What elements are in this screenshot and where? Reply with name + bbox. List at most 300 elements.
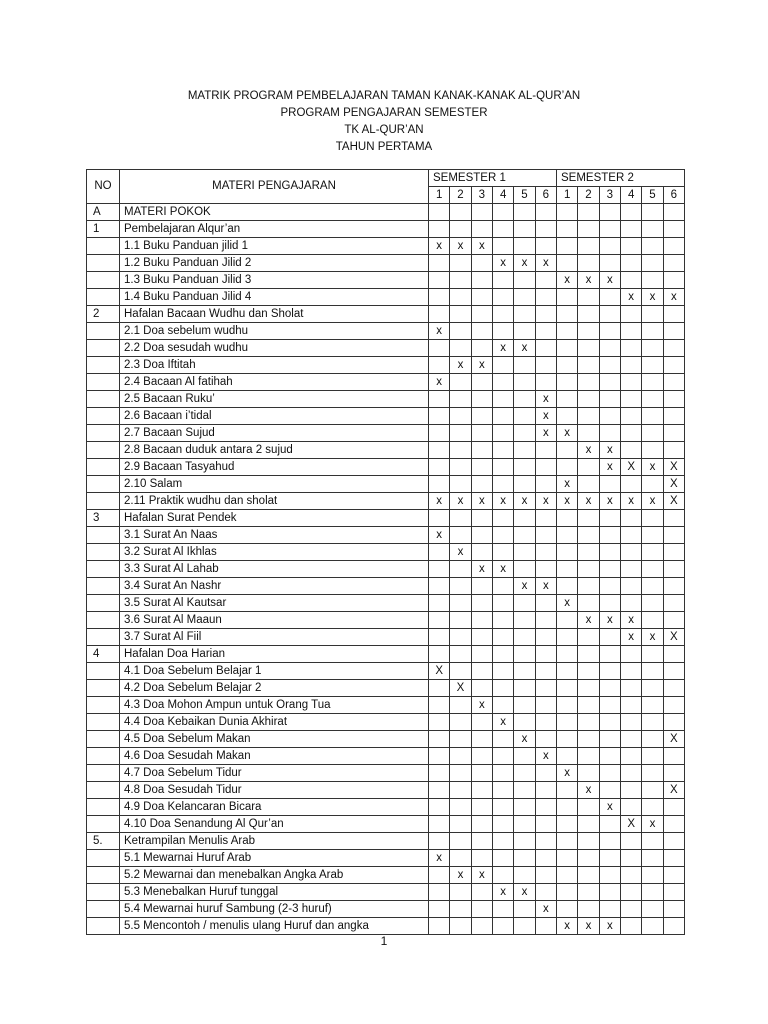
- schedule-mark-cell: [514, 204, 535, 221]
- table-row: [87, 527, 685, 544]
- row-number: 5.: [87, 833, 120, 850]
- schedule-mark-cell: [621, 476, 642, 493]
- schedule-mark-cell: [535, 476, 556, 493]
- schedule-mark-cell: [429, 425, 450, 442]
- schedule-mark-cell: [621, 510, 642, 527]
- schedule-mark-cell: [492, 374, 513, 391]
- table-row: [87, 357, 685, 374]
- schedule-mark-cell: [514, 799, 535, 816]
- schedule-mark-cell: [557, 561, 578, 578]
- schedule-mark-cell: X: [621, 459, 642, 476]
- schedule-mark-cell: [557, 544, 578, 561]
- schedule-mark-cell: [492, 833, 513, 850]
- schedule-mark-cell: [471, 306, 492, 323]
- table-row: [87, 612, 685, 629]
- schedule-mark-cell: x: [621, 629, 642, 646]
- schedule-mark-cell: [535, 221, 556, 238]
- schedule-mark-cell: [429, 833, 450, 850]
- schedule-mark-cell: [599, 408, 620, 425]
- schedule-mark-cell: [450, 612, 471, 629]
- schedule-mark-cell: [471, 340, 492, 357]
- schedule-mark-cell: [663, 646, 684, 663]
- schedule-mark-cell: [557, 799, 578, 816]
- schedule-mark-cell: X: [663, 782, 684, 799]
- schedule-mark-cell: [514, 646, 535, 663]
- row-number: [87, 323, 120, 340]
- schedule-mark-cell: [621, 374, 642, 391]
- schedule-mark-cell: [492, 612, 513, 629]
- schedule-mark-cell: x: [578, 918, 599, 935]
- schedule-mark-cell: [471, 714, 492, 731]
- schedule-mark-cell: [471, 272, 492, 289]
- schedule-mark-cell: [557, 697, 578, 714]
- schedule-mark-cell: x: [557, 425, 578, 442]
- schedule-mark-cell: [663, 680, 684, 697]
- row-materi: 3.1 Surat An Naas: [120, 527, 429, 544]
- table-row: [87, 833, 685, 850]
- schedule-mark-cell: [663, 442, 684, 459]
- schedule-mark-cell: [599, 476, 620, 493]
- schedule-mark-cell: [599, 629, 620, 646]
- schedule-mark-cell: [642, 612, 663, 629]
- schedule-mark-cell: x: [578, 272, 599, 289]
- schedule-mark-cell: [578, 901, 599, 918]
- schedule-mark-cell: [663, 714, 684, 731]
- schedule-mark-cell: [663, 425, 684, 442]
- row-number: [87, 459, 120, 476]
- schedule-mark-cell: [599, 544, 620, 561]
- schedule-mark-cell: [621, 391, 642, 408]
- schedule-mark-cell: [450, 765, 471, 782]
- schedule-mark-cell: [621, 221, 642, 238]
- title-line-4: TAHUN PERTAMA: [335, 141, 433, 153]
- schedule-mark-cell: [578, 697, 599, 714]
- schedule-mark-cell: [429, 289, 450, 306]
- schedule-mark-cell: [599, 595, 620, 612]
- schedule-mark-cell: [514, 238, 535, 255]
- schedule-mark-cell: [450, 459, 471, 476]
- schedule-mark-cell: [429, 867, 450, 884]
- schedule-mark-cell: [663, 255, 684, 272]
- schedule-mark-cell: [621, 255, 642, 272]
- schedule-mark-cell: [450, 374, 471, 391]
- table-row: [87, 901, 685, 918]
- schedule-mark-cell: [450, 833, 471, 850]
- schedule-mark-cell: [492, 459, 513, 476]
- schedule-mark-cell: [535, 697, 556, 714]
- schedule-mark-cell: [621, 595, 642, 612]
- schedule-mark-cell: [599, 357, 620, 374]
- schedule-mark-cell: x: [535, 578, 556, 595]
- schedule-mark-cell: [599, 765, 620, 782]
- schedule-mark-cell: [492, 238, 513, 255]
- schedule-mark-cell: [492, 629, 513, 646]
- table-row: [87, 561, 685, 578]
- schedule-mark-cell: [471, 850, 492, 867]
- table-row: [87, 221, 685, 238]
- table-row: [87, 340, 685, 357]
- schedule-mark-cell: x: [492, 884, 513, 901]
- schedule-mark-cell: [492, 425, 513, 442]
- row-number: [87, 799, 120, 816]
- schedule-mark-cell: [471, 476, 492, 493]
- schedule-mark-cell: [471, 663, 492, 680]
- schedule-mark-cell: x: [557, 272, 578, 289]
- table-row: [87, 867, 685, 884]
- schedule-mark-cell: [599, 884, 620, 901]
- schedule-mark-cell: [557, 901, 578, 918]
- schedule-mark-cell: [471, 255, 492, 272]
- schedule-mark-cell: [621, 663, 642, 680]
- schedule-mark-cell: [642, 833, 663, 850]
- schedule-mark-cell: [663, 204, 684, 221]
- schedule-mark-cell: [514, 663, 535, 680]
- schedule-mark-cell: [535, 799, 556, 816]
- schedule-mark-cell: [471, 765, 492, 782]
- row-number: [87, 731, 120, 748]
- row-materi: 4.9 Doa Kelancaran Bicara: [120, 799, 429, 816]
- row-number: [87, 442, 120, 459]
- schedule-mark-cell: [578, 323, 599, 340]
- row-number: [87, 357, 120, 374]
- schedule-mark-cell: [621, 238, 642, 255]
- schedule-mark-cell: [450, 391, 471, 408]
- schedule-mark-cell: [429, 918, 450, 935]
- header-row-semesters: [87, 170, 685, 187]
- table-row: [87, 714, 685, 731]
- schedule-mark-cell: [599, 391, 620, 408]
- row-number: [87, 425, 120, 442]
- title-line-2: PROGRAM PENGAJARAN SEMESTER: [280, 107, 488, 119]
- schedule-mark-cell: [450, 901, 471, 918]
- table-row: [87, 510, 685, 527]
- row-materi: Hafalan Surat Pendek: [120, 510, 429, 527]
- schedule-mark-cell: [642, 425, 663, 442]
- schedule-mark-cell: x: [535, 425, 556, 442]
- table-row: [87, 493, 685, 510]
- schedule-mark-cell: X: [663, 459, 684, 476]
- schedule-mark-cell: [578, 850, 599, 867]
- schedule-mark-cell: [450, 255, 471, 272]
- schedule-mark-cell: x: [535, 255, 556, 272]
- schedule-mark-cell: [578, 289, 599, 306]
- row-materi: 3.7 Surat Al Fiil: [120, 629, 429, 646]
- table-row: [87, 204, 685, 221]
- schedule-mark-cell: [429, 680, 450, 697]
- header-materi: MATERI PENGAJARAN: [120, 170, 429, 204]
- schedule-mark-cell: [471, 374, 492, 391]
- schedule-mark-cell: x: [557, 595, 578, 612]
- schedule-mark-cell: [578, 408, 599, 425]
- schedule-mark-cell: [492, 510, 513, 527]
- schedule-mark-cell: [642, 901, 663, 918]
- schedule-mark-cell: [599, 646, 620, 663]
- schedule-mark-cell: [621, 782, 642, 799]
- schedule-mark-cell: [621, 425, 642, 442]
- schedule-mark-cell: [492, 578, 513, 595]
- program-matrix-table: [86, 169, 685, 935]
- table-row: [87, 255, 685, 272]
- schedule-mark-cell: [429, 442, 450, 459]
- header-week-number: 5: [514, 187, 535, 204]
- schedule-mark-cell: [621, 680, 642, 697]
- schedule-mark-cell: [471, 221, 492, 238]
- schedule-mark-cell: x: [535, 748, 556, 765]
- schedule-mark-cell: [514, 527, 535, 544]
- schedule-mark-cell: [471, 799, 492, 816]
- row-materi: 3.2 Surat Al Ikhlas: [120, 544, 429, 561]
- schedule-mark-cell: [642, 867, 663, 884]
- table-row: [87, 544, 685, 561]
- schedule-mark-cell: [471, 731, 492, 748]
- schedule-mark-cell: [471, 391, 492, 408]
- row-materi: 2.9 Bacaan Tasyahud: [120, 459, 429, 476]
- schedule-mark-cell: x: [642, 459, 663, 476]
- schedule-mark-cell: [429, 357, 450, 374]
- schedule-mark-cell: [642, 748, 663, 765]
- row-materi: 5.5 Mencontoh / menulis ulang Huruf dan angka: [120, 918, 429, 935]
- schedule-mark-cell: [557, 816, 578, 833]
- row-number: [87, 493, 120, 510]
- schedule-mark-cell: [492, 748, 513, 765]
- schedule-mark-cell: [429, 612, 450, 629]
- schedule-mark-cell: [642, 578, 663, 595]
- schedule-mark-cell: [450, 578, 471, 595]
- schedule-mark-cell: [578, 255, 599, 272]
- schedule-mark-cell: [557, 238, 578, 255]
- schedule-mark-cell: x: [535, 391, 556, 408]
- row-materi: 2.2 Doa sesudah wudhu: [120, 340, 429, 357]
- schedule-mark-cell: [535, 663, 556, 680]
- schedule-mark-cell: [578, 595, 599, 612]
- schedule-mark-cell: [492, 323, 513, 340]
- schedule-mark-cell: [535, 680, 556, 697]
- schedule-mark-cell: [471, 204, 492, 221]
- schedule-mark-cell: [663, 238, 684, 255]
- schedule-mark-cell: [599, 782, 620, 799]
- schedule-mark-cell: [471, 442, 492, 459]
- schedule-mark-cell: [450, 442, 471, 459]
- schedule-mark-cell: [429, 306, 450, 323]
- schedule-mark-cell: x: [429, 527, 450, 544]
- schedule-mark-cell: [599, 867, 620, 884]
- schedule-mark-cell: [450, 748, 471, 765]
- schedule-mark-cell: [450, 714, 471, 731]
- schedule-mark-cell: [492, 918, 513, 935]
- schedule-mark-cell: [578, 646, 599, 663]
- schedule-mark-cell: x: [642, 493, 663, 510]
- table-row: [87, 442, 685, 459]
- schedule-mark-cell: [663, 221, 684, 238]
- schedule-mark-cell: [429, 714, 450, 731]
- row-materi: 3.4 Surat An Nashr: [120, 578, 429, 595]
- schedule-mark-cell: [578, 867, 599, 884]
- row-number: [87, 527, 120, 544]
- schedule-mark-cell: [621, 442, 642, 459]
- schedule-mark-cell: [578, 238, 599, 255]
- schedule-mark-cell: [557, 255, 578, 272]
- row-number: [87, 816, 120, 833]
- schedule-mark-cell: [599, 323, 620, 340]
- schedule-mark-cell: [557, 442, 578, 459]
- schedule-mark-cell: [578, 221, 599, 238]
- schedule-mark-cell: [663, 918, 684, 935]
- row-number: [87, 408, 120, 425]
- schedule-mark-cell: [578, 374, 599, 391]
- schedule-mark-cell: [663, 527, 684, 544]
- schedule-mark-cell: [450, 663, 471, 680]
- schedule-mark-cell: [557, 459, 578, 476]
- schedule-mark-cell: [642, 850, 663, 867]
- schedule-mark-cell: [429, 408, 450, 425]
- header-week-number: 5: [642, 187, 663, 204]
- schedule-mark-cell: x: [578, 782, 599, 799]
- schedule-mark-cell: [642, 561, 663, 578]
- schedule-mark-cell: [514, 306, 535, 323]
- schedule-mark-cell: [450, 476, 471, 493]
- row-materi: 5.2 Mewarnai dan menebalkan Angka Arab: [120, 867, 429, 884]
- schedule-mark-cell: [471, 408, 492, 425]
- row-number: [87, 680, 120, 697]
- schedule-mark-cell: [450, 527, 471, 544]
- schedule-mark-cell: [535, 561, 556, 578]
- schedule-mark-cell: [557, 612, 578, 629]
- schedule-mark-cell: [599, 748, 620, 765]
- schedule-mark-cell: [429, 476, 450, 493]
- schedule-mark-cell: [429, 340, 450, 357]
- schedule-mark-cell: [492, 799, 513, 816]
- schedule-mark-cell: [557, 340, 578, 357]
- schedule-mark-cell: [557, 833, 578, 850]
- row-number: [87, 884, 120, 901]
- schedule-mark-cell: [450, 918, 471, 935]
- header-week-number: 4: [621, 187, 642, 204]
- schedule-mark-cell: [663, 391, 684, 408]
- schedule-mark-cell: [663, 561, 684, 578]
- schedule-mark-cell: [450, 731, 471, 748]
- table-row: [87, 374, 685, 391]
- schedule-mark-cell: [514, 867, 535, 884]
- table-row: [87, 425, 685, 442]
- schedule-mark-cell: [492, 782, 513, 799]
- schedule-mark-cell: [492, 595, 513, 612]
- schedule-mark-cell: x: [642, 629, 663, 646]
- row-materi: 4.4 Doa Kebaikan Dunia Akhirat: [120, 714, 429, 731]
- schedule-mark-cell: [514, 697, 535, 714]
- schedule-mark-cell: [471, 425, 492, 442]
- schedule-mark-cell: [492, 272, 513, 289]
- schedule-mark-cell: x: [599, 918, 620, 935]
- row-materi: 3.6 Surat Al Maaun: [120, 612, 429, 629]
- row-number: [87, 340, 120, 357]
- row-materi: 4.7 Doa Sebelum Tidur: [120, 765, 429, 782]
- schedule-mark-cell: [578, 731, 599, 748]
- schedule-mark-cell: [663, 595, 684, 612]
- document-title-block: [0, 88, 768, 156]
- header-week-number: 2: [578, 187, 599, 204]
- schedule-mark-cell: [535, 306, 556, 323]
- schedule-mark-cell: [429, 544, 450, 561]
- header-week-number: 4: [492, 187, 513, 204]
- schedule-mark-cell: [557, 357, 578, 374]
- schedule-mark-cell: [642, 731, 663, 748]
- header-week-number: 6: [535, 187, 556, 204]
- schedule-mark-cell: [642, 221, 663, 238]
- schedule-mark-cell: [578, 714, 599, 731]
- schedule-mark-cell: [663, 544, 684, 561]
- table-row: [87, 680, 685, 697]
- schedule-mark-cell: [471, 884, 492, 901]
- schedule-mark-cell: [471, 901, 492, 918]
- schedule-mark-cell: [621, 748, 642, 765]
- schedule-mark-cell: [471, 833, 492, 850]
- table-row: [87, 697, 685, 714]
- schedule-mark-cell: [557, 850, 578, 867]
- schedule-mark-cell: [471, 816, 492, 833]
- schedule-mark-cell: [578, 765, 599, 782]
- schedule-mark-cell: [621, 272, 642, 289]
- schedule-mark-cell: [642, 204, 663, 221]
- schedule-mark-cell: [557, 663, 578, 680]
- schedule-mark-cell: [642, 408, 663, 425]
- schedule-mark-cell: [429, 595, 450, 612]
- schedule-mark-cell: [599, 255, 620, 272]
- schedule-mark-cell: [599, 238, 620, 255]
- row-number: 1: [87, 221, 120, 238]
- header-semester-2: SEMESTER 2: [557, 170, 685, 187]
- schedule-mark-cell: [514, 289, 535, 306]
- schedule-mark-cell: x: [471, 238, 492, 255]
- schedule-mark-cell: x: [514, 255, 535, 272]
- schedule-mark-cell: [578, 816, 599, 833]
- schedule-mark-cell: [492, 816, 513, 833]
- schedule-mark-cell: [429, 578, 450, 595]
- schedule-mark-cell: [450, 595, 471, 612]
- schedule-mark-cell: [429, 272, 450, 289]
- header-week-number: 2: [450, 187, 471, 204]
- schedule-mark-cell: [578, 340, 599, 357]
- schedule-mark-cell: [450, 629, 471, 646]
- schedule-mark-cell: [642, 646, 663, 663]
- schedule-mark-cell: [471, 323, 492, 340]
- matrix-body: [87, 204, 685, 935]
- schedule-mark-cell: [557, 782, 578, 799]
- schedule-mark-cell: [535, 816, 556, 833]
- schedule-mark-cell: [663, 357, 684, 374]
- schedule-mark-cell: [514, 408, 535, 425]
- schedule-mark-cell: [578, 476, 599, 493]
- row-number: [87, 697, 120, 714]
- table-row: [87, 629, 685, 646]
- schedule-mark-cell: [642, 374, 663, 391]
- table-row: [87, 850, 685, 867]
- row-materi: 3.5 Surat Al Kautsar: [120, 595, 429, 612]
- schedule-mark-cell: x: [492, 561, 513, 578]
- table-row: [87, 323, 685, 340]
- schedule-mark-cell: [599, 663, 620, 680]
- schedule-mark-cell: [578, 204, 599, 221]
- schedule-mark-cell: [535, 357, 556, 374]
- schedule-mark-cell: [492, 663, 513, 680]
- schedule-mark-cell: x: [663, 289, 684, 306]
- schedule-mark-cell: x: [599, 799, 620, 816]
- schedule-mark-cell: [621, 765, 642, 782]
- schedule-mark-cell: [535, 646, 556, 663]
- table-row: [87, 272, 685, 289]
- schedule-mark-cell: [492, 646, 513, 663]
- schedule-mark-cell: [599, 901, 620, 918]
- schedule-mark-cell: x: [429, 493, 450, 510]
